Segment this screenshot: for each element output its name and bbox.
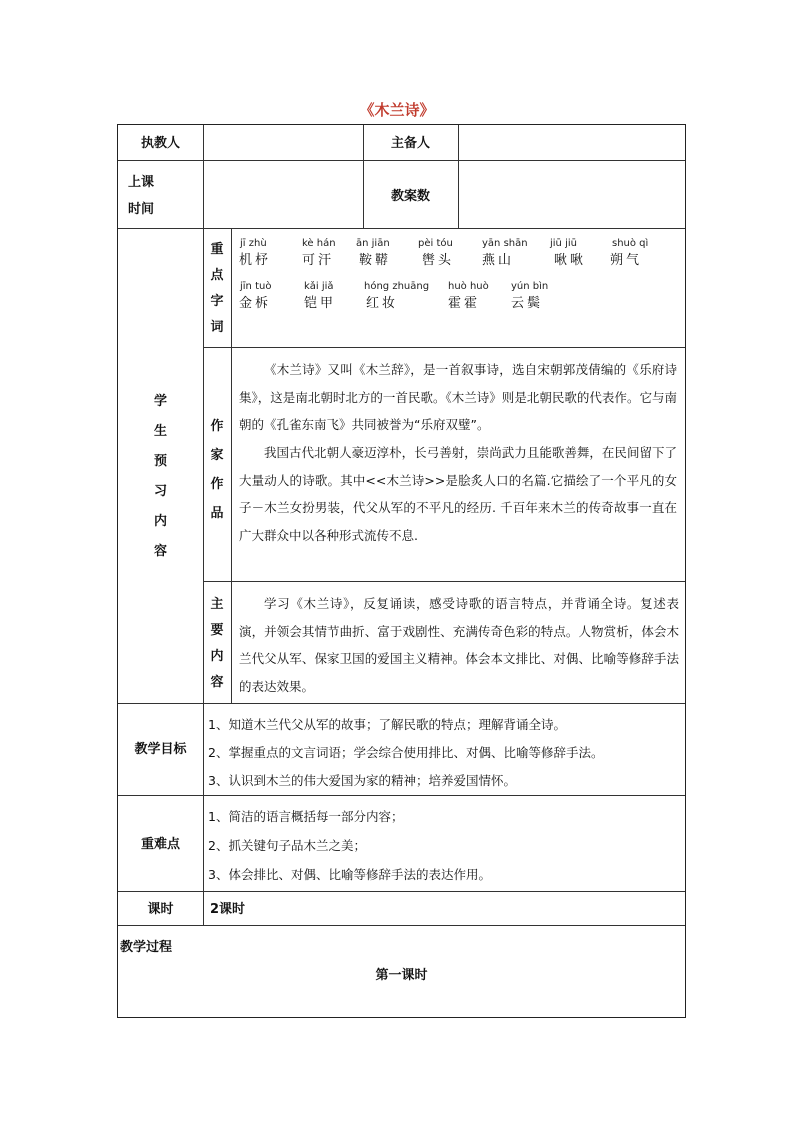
- teaching-goals-label: 教学目标: [134, 742, 187, 757]
- class-time-label-2: 时间: [128, 202, 155, 217]
- list-item: 1、简洁的语言概括每一部分内容；: [208, 809, 404, 824]
- pinyin: jīn tuò: [240, 281, 272, 292]
- list-item: 1、知道木兰代父从军的故事；了解民歌的特点；理解背诵全诗。: [208, 717, 566, 732]
- key-difficulties-list: [208, 802, 491, 889]
- key-difficulties-label: 重难点: [140, 837, 180, 852]
- class-hours-value: 2课时: [210, 902, 246, 917]
- pinyin: jiū jiū: [550, 238, 577, 249]
- pinyin: shuò qì: [612, 238, 649, 249]
- pinyin: yún bìn: [511, 281, 549, 292]
- teaching-process-label: 教学过程: [120, 940, 173, 955]
- key-word: 啾啾: [554, 253, 587, 268]
- teaching-goals-list: [208, 711, 603, 795]
- key-word: 云鬓: [511, 296, 544, 311]
- pinyin: hóng zhuāng: [364, 281, 430, 292]
- plan-count-label: 教案数: [390, 189, 430, 204]
- class-time-label-1: 上课: [128, 175, 155, 190]
- author-paragraph-2: 我国古代北朝人豪迈淳朴，长弓善射，崇尚武力且能歌善舞，在民间留下了大量动人的诗歌。其中<<木兰诗>>是脍炙人口的名篇.它描绘了一个平凡的女子－木兰女扮男装，代父从军的不平凡的经历. 千百年来木兰的传奇故事一直在广大群众中以各种形式流传不息.: [239, 445, 677, 543]
- pinyin: kǎi jiǎ: [304, 281, 334, 292]
- main-content-label: 主 要 内 容: [210, 597, 224, 690]
- key-word: 鞍鞯: [359, 253, 392, 268]
- pinyin: huò huò: [448, 281, 489, 292]
- plan-count-value[interactable]: [459, 161, 685, 228]
- key-word: 可汗: [302, 253, 335, 268]
- preview-section-label: 学 生 预 习 内 容: [153, 394, 167, 559]
- key-word: 红妆: [366, 296, 399, 311]
- key-word: 机杼: [239, 253, 272, 268]
- list-item: 2、抓关键句子品木兰之美；: [208, 838, 366, 853]
- pinyin: pèi tóu: [418, 238, 453, 249]
- list-item: 3、认识到木兰的伟大爱国为家的精神；培养爱国情怀。: [208, 773, 516, 788]
- teacher-value[interactable]: [204, 125, 363, 160]
- document-title: 《木兰诗》: [359, 101, 435, 119]
- preparer-value[interactable]: [459, 125, 685, 160]
- list-item: 2、掌握重点的文言词语；学会综合使用排比、对偶、比喻等修辞手法。: [208, 745, 604, 760]
- author-works-label: 作 家 作 品: [210, 419, 224, 521]
- main-content-paragraph: 学习《木兰诗》，反复诵读，感受诗歌的语言特点，并背诵全诗。复述表演，并领会其情节曲折、富于戏剧性、充满传奇色彩的特点。人物赏析，体会木兰代父从军、保家卫国的爱国主义精神。体会本文排比、对偶、比喻等修辞手法的表达效果。: [239, 596, 679, 694]
- preparer-label: 主备人: [390, 136, 430, 151]
- teacher-label: 执教人: [140, 136, 180, 151]
- list-item: 3、体会排比、对偶、比喻等修辞手法的表达作用。: [208, 867, 491, 882]
- key-words-label: 重 点 字 词: [210, 242, 224, 335]
- pinyin: jī zhù: [240, 238, 267, 249]
- pinyin: yān shān: [482, 238, 528, 249]
- key-word: 金柝: [239, 296, 272, 311]
- pinyin: kè hán: [302, 238, 336, 249]
- key-word: 辔头: [422, 253, 455, 268]
- key-word: 燕山: [482, 253, 515, 268]
- author-paragraph-1: 《木兰诗》又叫《木兰辞》，是一首叙事诗，选自宋朝郭茂倩编的《乐府诗集》，这是南北朝时北方的一首民歌。《木兰诗》则是北朝民歌的代表作。它与南朝的《孔雀东南飞》共同被誉为“乐府双璧”。: [239, 362, 677, 432]
- first-lesson-heading: 第一课时: [375, 968, 428, 983]
- pinyin: ān jiān: [356, 238, 390, 249]
- lesson-plan-table: [117, 124, 686, 1018]
- key-word: 铠甲: [304, 296, 337, 311]
- key-word: 朔气: [610, 253, 643, 268]
- class-hours-label: 课时: [147, 902, 174, 917]
- key-word: 霍霍: [448, 296, 481, 311]
- class-time-value[interactable]: [204, 161, 363, 228]
